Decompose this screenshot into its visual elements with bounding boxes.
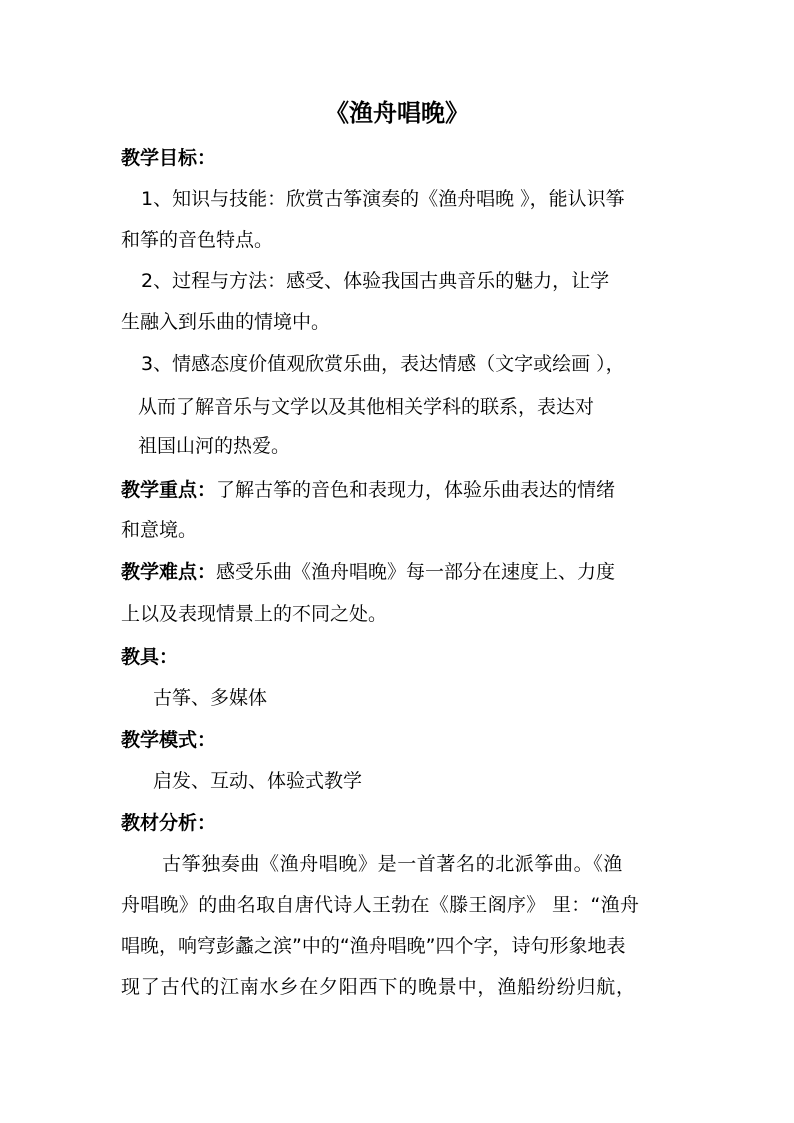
difficulties-label: 教学难点： [121, 561, 217, 583]
analysis-heading: 教材分析： [121, 812, 217, 834]
key-points-text: 了解古筝的音色和表现力，体验乐曲表达的情绪 [216, 479, 616, 501]
objectives-heading: 教学目标： [121, 147, 217, 169]
mode-text: 启发、互动、体验式教学 [153, 770, 363, 792]
analysis-line-4: 现了古代的江南水乡在夕阳西下的晚景中，渔船纷纷归航， [121, 976, 636, 998]
document-title: 《渔舟唱晚》 [325, 99, 469, 127]
difficulties-line [121, 560, 615, 584]
objective-line-7: 祖国山河的热爱。 [138, 435, 291, 457]
objective-line-2: 和筝的音色特点。 [121, 229, 274, 251]
difficulties-continuation: 上以及表现情景上的不同之处。 [121, 603, 388, 625]
key-points-label: 教学重点： [121, 479, 217, 501]
key-points-line [121, 478, 615, 502]
analysis-line-1: 古筝独奏曲《渔舟唱晚》是一首著名的北派筝曲。《渔 [162, 853, 623, 875]
difficulties-text: 感受乐曲《渔舟唱晚》每一部分在速度上、力度 [216, 561, 616, 583]
mode-heading: 教学模式： [121, 729, 217, 751]
objective-line-6: 从而了解音乐与文学以及其他相关学科的联系，表达对 [138, 396, 595, 418]
analysis-line-2: 舟唱晚》的曲名取自唐代诗人王勃在《滕王阁序》 里：“渔舟 [121, 894, 640, 916]
objective-line-4: 生融入到乐曲的情境中。 [121, 311, 331, 333]
objective-line-5: 3、情感态度价值观欣赏乐曲，表达情感（文字或绘画 ）， [141, 353, 625, 375]
analysis-line-3: 唱晚，响穹彭蠡之滨”中的“渔舟唱晚”四个字，诗句形象地表 [121, 935, 626, 957]
key-points-continuation: 和意境。 [121, 519, 198, 541]
objective-line-3: 2、过程与方法：感受、体验我国古典音乐的魅力，让学 [141, 270, 610, 292]
tools-heading: 教具： [121, 646, 179, 668]
tools-text: 古筝、多媒体 [153, 687, 268, 709]
objective-line-1: 1、知识与技能：欣赏古筝演奏的《渔舟唱晚 》，能认识筝 [141, 188, 625, 210]
